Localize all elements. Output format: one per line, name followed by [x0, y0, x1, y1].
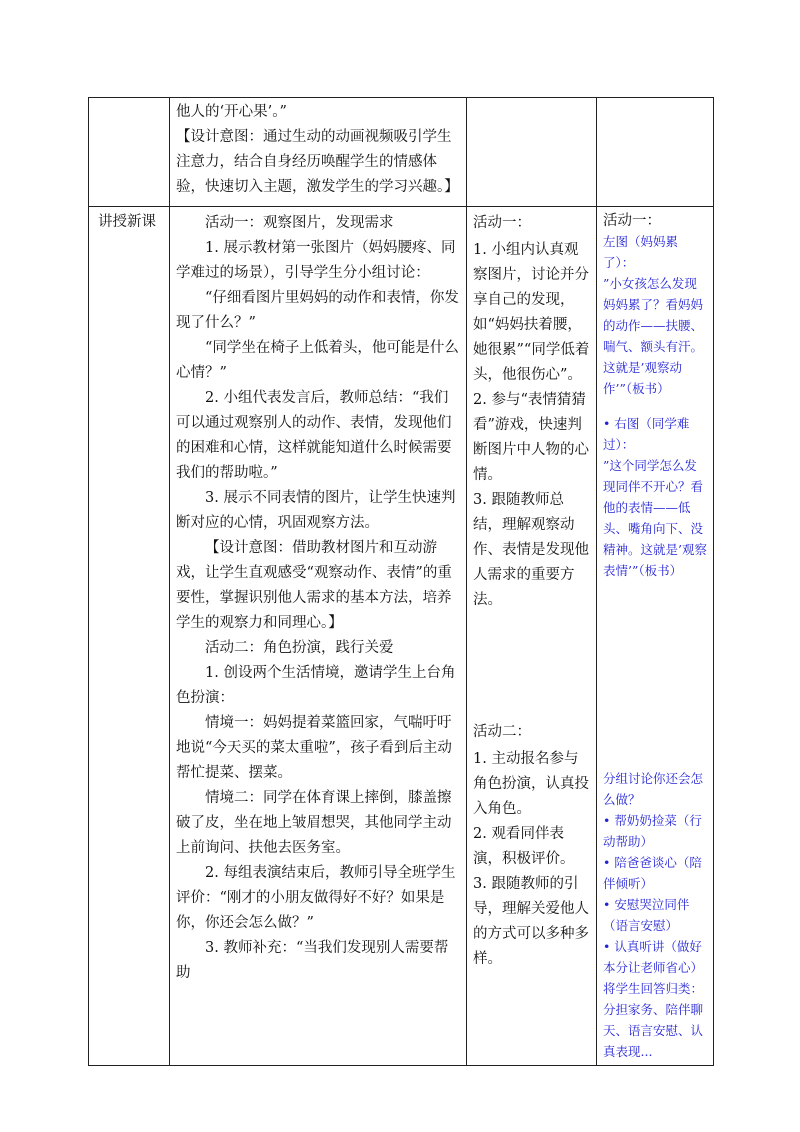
note-right-picture: • 右图（同学难过）：: [603, 413, 708, 455]
note-answer-item: • 陪爸爸谈心（陪伴倾听）: [603, 852, 708, 894]
note-answer-item: • 帮奶奶捡菜（行动帮助）: [603, 810, 708, 852]
scenario-1: 情境一：妈妈提着菜篮回家，气喘吁吁地说“今天买的菜太重啦”，孩子看到后主动帮忙提菜、摆菜。: [176, 715, 452, 781]
student-activity-1-item: 1. 小组内认真观察图片，讨论并分享自己的发现，如“妈妈扶着腰，她很累”“同学低着头，他很伤心”。: [473, 242, 590, 383]
activity-1-step-1: 1. 展示教材第一张图片（妈妈腰疼、同学难过的场景），引导学生分小组讨论：: [176, 240, 456, 281]
label-cell-empty: [89, 98, 170, 207]
student-cell-empty: [467, 98, 597, 207]
activity-1-step-2: 2. 小组代表发言后，教师总结：“我们可以通过观察别人的动作、表情，发现他们的困难和心情，这样就能知道什么时候需要我们的帮助啦。”: [176, 390, 452, 481]
activity-1-title: 活动一：观察图片，发现需求: [205, 215, 394, 231]
student-activity-1-item: 2. 参与“表情猜猜看”游戏，快速判断图片中人物的心情。: [473, 392, 589, 483]
table-row-new-lesson: [89, 207, 714, 1066]
activity-1-step-3: 3. 展示不同表情的图片，让学生快速判断对应的心情，巩固观察方法。: [176, 490, 456, 531]
activity-2-step-1: 1. 创设两个生活情境，邀请学生上台角色扮演：: [176, 665, 456, 706]
notes-activity-1-title: 活动一：: [603, 213, 661, 229]
student-activity-1-title: 活动一：: [473, 215, 531, 231]
activity-2-step-3: 3. 教师补充：“当我们发现别人需要帮助: [176, 940, 449, 981]
lesson-plan-table: [88, 97, 714, 1066]
student-activity-2-item: 1. 主动报名参与角色扮演，认真投入角色。: [473, 751, 589, 817]
table-row-intro: [89, 98, 714, 207]
student-activity-1-item: 3. 跟随教师总结，理解观察动作、表情是发现他人需求的重要方法。: [473, 492, 589, 608]
design-intent-1: 【设计意图：通过生动的动画视频吸引学生注意力，结合自身经历唤醒学生的情感体验，快速切入主题，激发学生的学习兴趣。】: [176, 129, 459, 195]
note-discussion-prompt: 分组讨论你还会怎么做？: [603, 771, 704, 807]
student-activity-2-title: 活动二：: [473, 724, 531, 740]
note-observe-expression: ”这个同学怎么发现同伴不开心？看他的表情——低头、嘴角向下、没精神。这就是’观察表情’”（板书）: [603, 458, 707, 578]
intro-content-cell: [170, 98, 467, 207]
student-activity-2-item: 2. 观看同伴表演，积极评价。: [473, 826, 575, 867]
activity-2-step-2: 2. 每组表演结束后，教师引导全班学生评价：“刚才的小朋友做得好不好？如果是你，你还会怎么做？”: [176, 865, 456, 931]
note-summary: 将学生回答归类：分担家务、陪伴聊天、语言安慰、认真表现...: [603, 981, 704, 1059]
activity-2-title: 活动二：角色扮演，践行关爱: [205, 640, 394, 656]
notes-cell-empty: [597, 98, 714, 207]
note-left-picture: 左图（妈妈累了）：: [603, 234, 679, 270]
note-answer-item: • 认真听讲（做好本分让老师省心）: [603, 936, 708, 978]
note-answer-item: • 安慰哭泣同伴（语言安慰）: [603, 894, 708, 936]
teacher-activity-cell: [170, 207, 467, 1066]
intro-quote-end: 他人的‘开心果’。”: [176, 104, 287, 120]
question-1: “仔细看图片里妈妈的动作和表情，你发现了什么？”: [176, 290, 459, 331]
design-intent-2: 【设计意图：借助教材图片和互动游戏，让学生直观感受“观察动作、表情”的重要性，掌握识别他人需求的基本方法，培养学生的观察力和同理心。】: [176, 540, 452, 631]
teacher-notes-cell: [597, 207, 714, 1066]
scenario-2: 情境二：同学在体育课上摔倒，膝盖擦破了皮，坐在地上皱眉想哭，其他同学主动上前询问、扶他去医务室。: [176, 790, 452, 856]
question-2: “同学坐在椅子上低着头，他可能是什么心情？”: [176, 340, 459, 381]
student-activity-2-item: 3. 跟随教师的引导，理解关爱他人的方式可以多种多样。: [473, 876, 589, 967]
note-observe-action: ”小女孩怎么发现妈妈累了？看妈妈的动作——扶腰、喘气、额头有汗。这就是’观察动作’”（板书）: [603, 276, 704, 396]
section-label: 讲授新课: [98, 214, 156, 230]
section-label-cell: [89, 207, 170, 1066]
student-activity-cell: [467, 207, 597, 1066]
